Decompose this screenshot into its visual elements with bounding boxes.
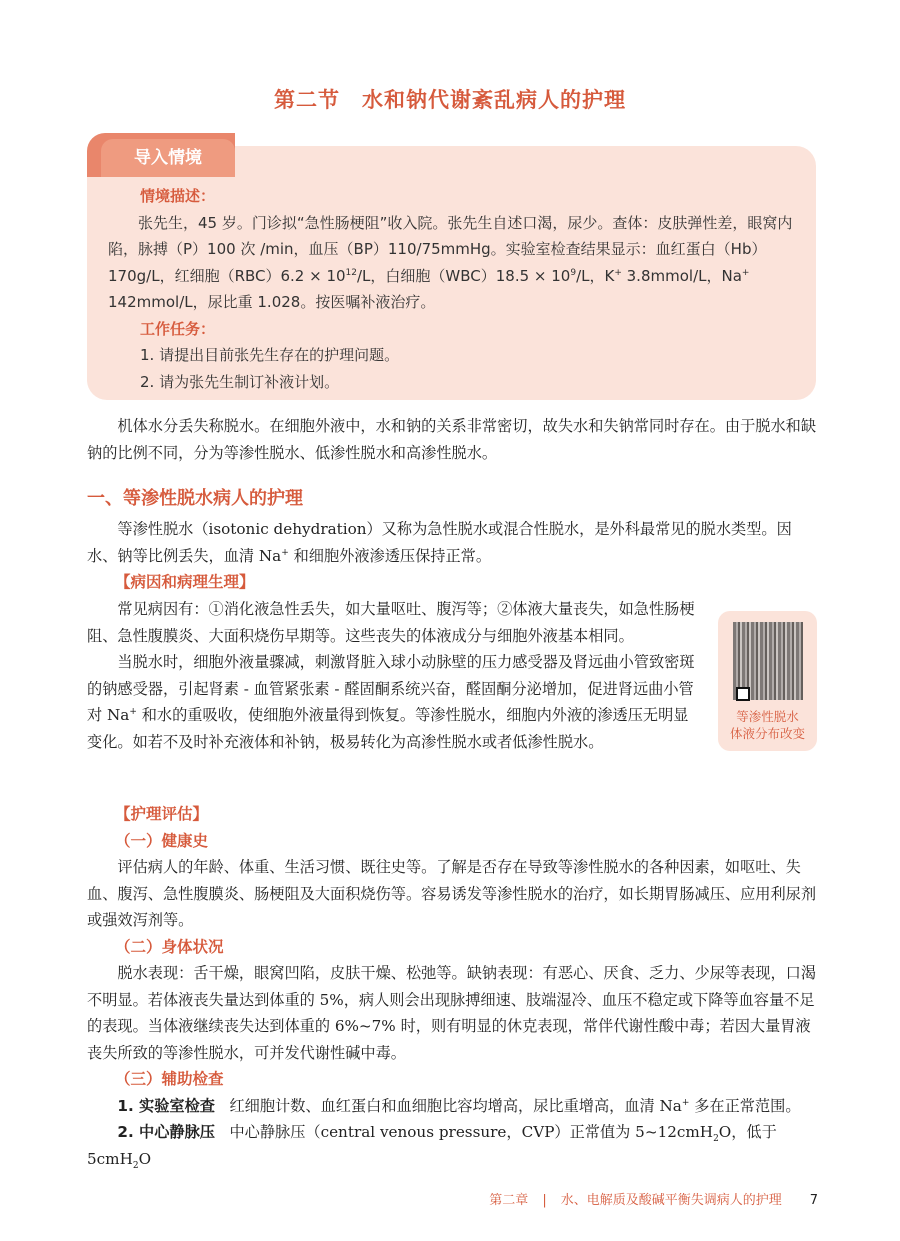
section-title: 第二节 水和钠代谢紊乱病人的护理: [274, 88, 626, 112]
heading-isotonic: 一、等渗性脱水病人的护理: [87, 488, 303, 509]
intro-text: [108, 183, 808, 395]
assessment-section: [87, 801, 817, 1172]
physical-status-heading: （二）身体状况: [115, 936, 224, 956]
intro-tab: 导入情境: [101, 139, 235, 177]
cvp-paragraph: 2. 中心静脉压 中心静脉压（central venous pressure，CVP）正常值为 5~12cmH$_2$O，低于 5cmH$_2$O: [87, 1123, 777, 1171]
scenario-text: 张先生，45 岁。门诊拟“急性肠梗阻”收入院。张先生自述口渴，尿少。查体：皮肤弹性差，眼窝内陷，脉搏（P）100 次 /min，血压（BP）110/75mmHg。实验室检查结果显示：血红蛋白（Hb）170g/L，红细胞$(RBC)6.2 \times 10^{12}/L$，白细胞$(WBC)18.5 \times 10^9/L$，K+ 3.8mmol/L，Na+ 142mmol/L，尿比重 1.028。按医嘱补液治疗。: [108, 213, 793, 311]
task-item-2: 2. 请为张先生制订补液计划。: [140, 372, 340, 391]
lab-exam-paragraph: 1. 实验室检查 红细胞计数、血红蛋白和血细胞比容均增高，尿比重增高，血清 Na+ 多在正常范围。: [117, 1096, 801, 1115]
cause-paragraph: 常见病因有：①消化液急性丢失，如大量呕吐、腹泻等；②体液大量丧失，如急性肠梗阻、急性腹膜炎、大面积烧伤早期等。这些丧失的体液成分与细胞外液基本相同。 当脱水时，细胞外液量骤减，刺激肾脏入球小动脉壁的压力感受器及肾远曲小管致密斑的钠感受器，引起肾素 - 血管紧张素 - 醛固酮系统兴奋，醛固酮分泌增加，促进肾远曲小管对 Na+ 和水的重吸收，使细胞外液量得到恢复。等渗性脱水，细胞内外液的渗透压无明显变化。如若不及时补充液体和补钠，极易转化为高渗性脱水或者低渗性脱水。: [87, 596, 699, 755]
health-history-heading: （一）健康史: [115, 830, 209, 850]
qr-card[interactable]: [718, 611, 817, 751]
scenario-heading: 情境描述：: [140, 187, 216, 205]
task-heading: 工作任务：: [140, 319, 216, 338]
auxiliary-exam-heading: （三）辅助检查: [115, 1069, 224, 1088]
footer-chapter: 第二章: [489, 1193, 529, 1208]
footer-separator: |: [542, 1193, 547, 1208]
task-item-1: 1. 请提出目前张先生存在的护理问题。: [140, 346, 400, 364]
qr-finder-icon: [736, 687, 750, 701]
physical-status-paragraph: 脱水表现：舌干燥，眼窝凹陷，皮肤干燥、松弛等。缺钠表现：有恶心、厌食、乏力、少尿等表现，口渴不明显。若体液丧失量达到体重的 5%，病人则会出现脉搏细速、肢端湿冷、血压不稳定或下降等血容量不足的表现。当体液继续丧失达到体重的 6%~7% 时，则有明显的休克表现，常伴代谢性酸中毒；若因大量胃液丧失所致的等渗性脱水，可并发代谢性碱中毒。: [87, 964, 817, 1062]
health-history-paragraph: 评估病人的年龄、体重、生活习惯、既往史等。了解是否存在导致等渗性脱水的各种因素，如呕吐、失血、腹泻、急性腹膜炎、肠梗阻及大面积烧伤等。容易诱发等渗性脱水的治疗，如长期胃肠减压、应用利尿剂或强效泻剂等。: [87, 858, 816, 929]
definition-paragraph: 等渗性脱水（isotonic dehydration）又称为急性脱水或混合性脱水，是外科最常见的脱水类型。因水、钠等比例丢失，血清 Na+ 和细胞外液渗透压保持正常。 【病因和病理生理】: [87, 516, 817, 596]
patho-paragraph: 当脱水时，细胞外液量骤减，刺激肾脏入球小动脉壁的压力感受器及肾远曲小管致密斑的钠感受器，引起肾素 - 血管紧张素 - 醛固酮系统兴奋，醛固酮分泌增加，促进肾远曲小管对 Na+ 和水的重吸收，使细胞外液量得到恢复。等渗性脱水，细胞内外液的渗透压无明显变化。如若不及时补充液体和补钠，极易转化为高渗性脱水或者低渗性脱水。: [87, 653, 695, 751]
qr-caption: 等渗性脱水 体液分布改变: [729, 709, 805, 741]
assessment-heading: 【护理评估】: [115, 805, 209, 823]
footer-chapter-title: 水、电解质及酸碱平衡失调病人的护理: [560, 1193, 782, 1208]
page-footer: [489, 1189, 818, 1208]
cause-heading: 【病因和病理生理】: [115, 573, 255, 591]
page-number: 7: [809, 1193, 818, 1208]
intro-paragraph: 机体水分丢失称脱水。在细胞外液中，水和钠的关系非常密切，故失水和失钠常同时存在。由于脱水和缺钠的比例不同，分为等渗性脱水、低渗性脱水和高渗性脱水。: [87, 417, 817, 462]
